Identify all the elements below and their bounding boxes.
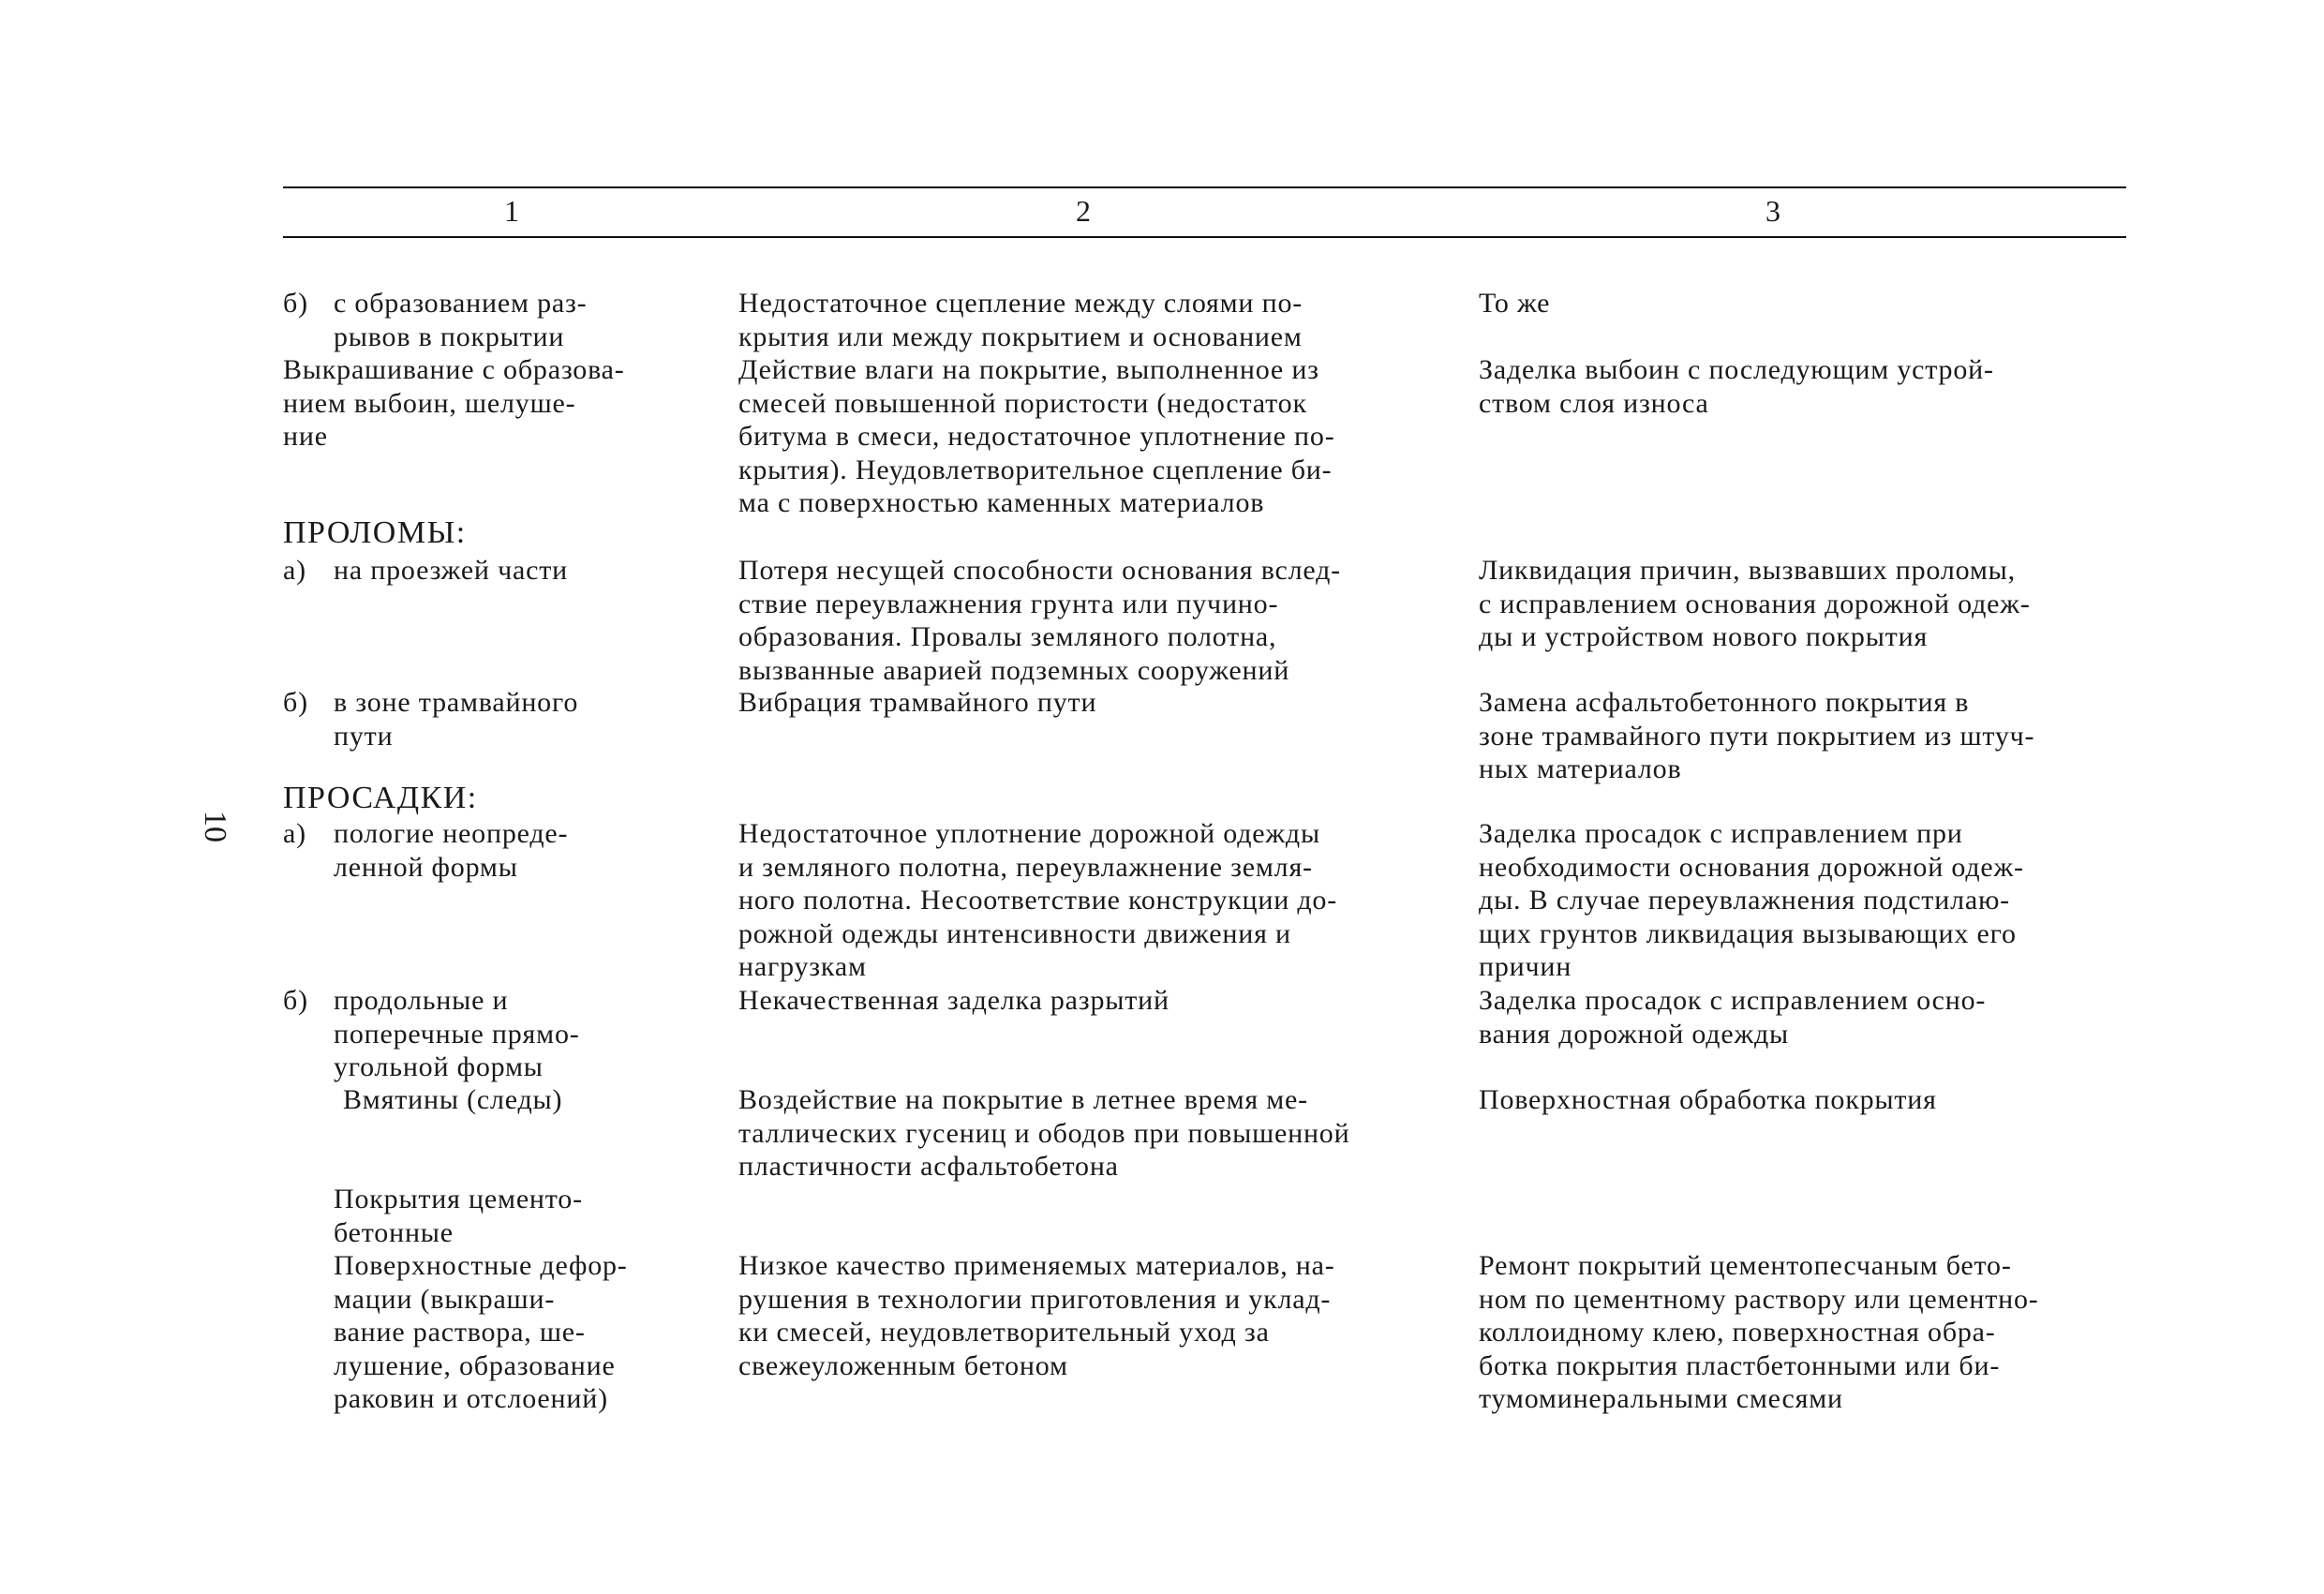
row4-remedy: Замена асфальтобетонного покрытия в зоне трамвайного пути покрытием из штуч- ных материалов [1479,687,2035,784]
row7-cause: Воздействие на покрытие в летнее время ме- таллических гусениц и ободов при повышенной пластичности асфальтобетона [738,1084,1350,1182]
row5-remedy: Заделка просадок с исправлением при необходимости основания дорожной одеж- ды. В случае переувлажнения подстилаю- щих грунтов ликвидация вызывающих его причин [1479,818,2024,982]
section-heading-prolomy: ПРОЛОМЫ: [283,515,467,550]
subsection-heading-cement: Покрытия цементо- бетонные [334,1184,583,1248]
row2-defect: Выкрашивание с образова- нием выбоин, шелуше- ние [283,354,625,452]
column-header-2: 2 [1076,194,1091,228]
row4-cause: Вибрация трамвайного пути [738,687,1097,718]
row7-defect: Вмятины (следы) [343,1084,563,1115]
row6-marker: б) [283,985,308,1016]
row8-cause: Низкое качество применяемых материалов, на- рушения в технологии приготовления и уклад- ки смесей, неудовлетворительный уход за свежеуложенным бетоном [738,1250,1335,1381]
row8-remedy: Ремонт покрытий цементопесчаным бето- ном по цементному раствору или цементно- коллоидному клею, поверхностная обра- ботка покрытия пластбетонными или би- тумоминеральными смесями [1479,1250,2039,1414]
row3-marker: а) [283,555,306,586]
column-header-1: 1 [504,194,519,228]
row5-defect-text: пологие неопреде- ленной формы [334,818,569,883]
row2-cause: Действие влаги на покрытие, выполненное из смесей повышенной пористости (недостаток битума в смеси, недостаточное уплотнение по- крытия). Неудовлетворительное сцепление би- ма с поверхностью каменных материалов [738,354,1335,518]
row3-remedy: Ликвидация причин, вызвавших проломы, с исправлением основания дорожной одеж- ды и устройством нового покрытия [1479,555,2031,652]
row6-remedy: Заделка просадок с исправлением осно- вания дорожной одежды [1479,985,1987,1050]
row7-remedy: Поверхностная обработка покрытия [1479,1084,1937,1115]
page-number: 10 [198,811,232,842]
row8-defect: Поверхностные дефор- мации (выкраши- вание раствора, ше- лушение, образование раковин и отслоений) [334,1250,628,1414]
row5-marker: а) [283,818,306,849]
row6-cause: Некачественная заделка разрытий [738,985,1169,1016]
row1-remedy: То же [1479,288,1551,319]
row3-defect-text: на проезжей части [334,555,568,586]
column-header-3: 3 [1765,194,1780,228]
row4-marker: б) [283,687,308,718]
row1-defect-text: с образованием раз- рывов в покрытии [334,288,588,352]
row4-defect-text: в зоне трамвайного пути [334,687,579,752]
table-header-rule [283,236,2126,238]
row2-remedy: Заделка выбоин с последующим устрой- ством слоя износа [1479,354,1994,419]
row3-cause: Потеря несущей способности основания вслед- ствие переувлажнения грунта или пучино- образования. Провалы земляного полотна, вызванные аварией подземных сооружений [738,555,1341,686]
row1-marker: б) [283,288,308,319]
row6-defect-text: продольные и поперечные прямо- угольной формы [334,985,580,1082]
row5-cause: Недостаточное уплотнение дорожной одежды и земляного полотна, переувлажнение земля- ного полотна. Несоответствие конструкции до- рожной одежды интенсивности движения и нагрузкам [738,818,1338,982]
row1-cause: Недостаточное сцепление между слоями по- крытия или между покрытием и основанием [738,288,1304,352]
section-heading-prosadki: ПРОСАДКИ: [283,781,478,815]
table-top-rule [283,186,2126,188]
